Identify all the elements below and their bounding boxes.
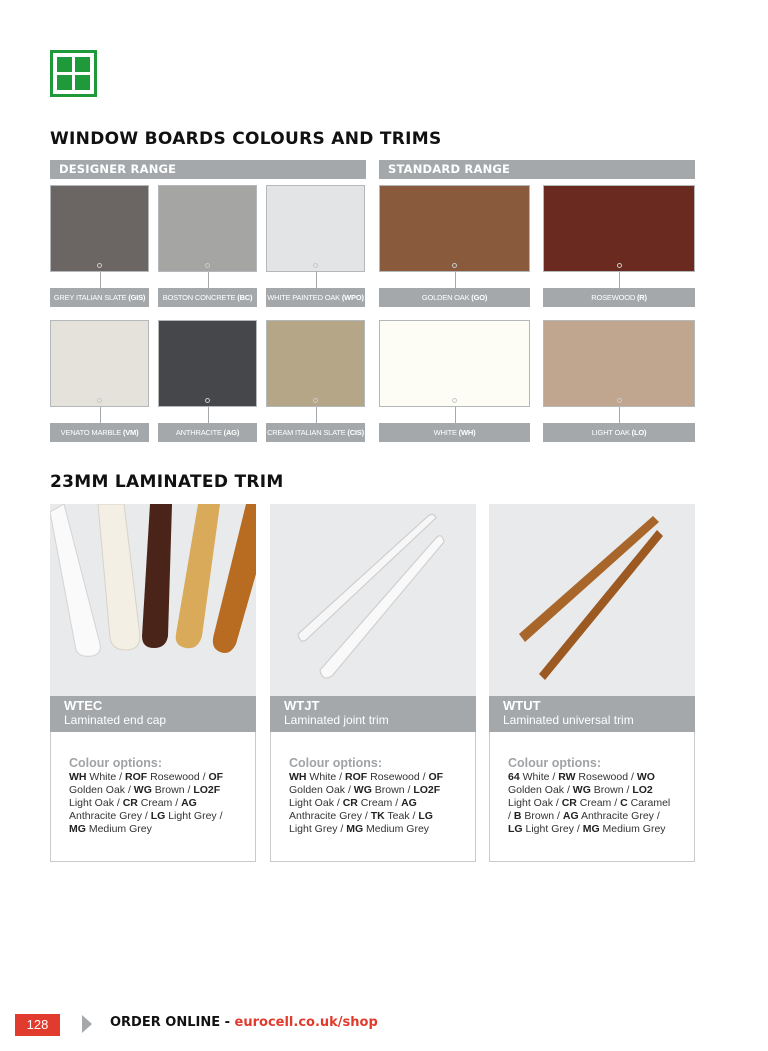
connector-line: [455, 407, 456, 423]
colour-sample: [379, 185, 530, 272]
swatch-label: LIGHT OAK (LO): [543, 423, 695, 442]
connector-line: [100, 407, 101, 423]
window-icon: [50, 50, 97, 97]
product-code: WTEC: [64, 698, 103, 713]
swatch-label: BOSTON CONCRETE (BC): [158, 288, 257, 307]
swatch-label: WHITE PAINTED OAK (WPO): [266, 288, 365, 307]
designer-range-header: DESIGNER RANGE: [50, 160, 366, 179]
standard-range-header: STANDARD RANGE: [379, 160, 695, 179]
product-description: Laminated end cap: [64, 713, 167, 727]
arrow-right-icon: [82, 1015, 92, 1033]
colour-options-list: WH White / ROF Rosewood / OF Golden Oak / WG Brown / LO2F Light Oak / CR Cream / AG Anthracite Grey / TK Teak / LG Light Grey / MG Medium Grey: [289, 771, 444, 835]
connector-line: [619, 272, 620, 288]
colour-sample: [50, 320, 149, 407]
page-title: WINDOW BOARDS COLOURS AND TRIMS: [50, 129, 442, 149]
colour-sample: [543, 185, 695, 272]
trim-header: [270, 696, 476, 732]
marker-dot-icon: [617, 263, 622, 268]
order-online-footer: [110, 1015, 378, 1030]
colour-options-box: [489, 732, 695, 862]
marker-dot-icon: [313, 263, 318, 268]
colour-options-heading: Colour options:: [289, 756, 383, 770]
trim-section-title: 23MM LAMINATED TRIM: [50, 472, 284, 492]
colour-sample: [266, 185, 365, 272]
marker-dot-icon: [452, 398, 457, 403]
window-pane: [57, 57, 72, 72]
colour-options-list: 64 White / RW Rosewood / WO Golden Oak / WG Brown / LO2 Light Oak / CR Cream / C Caramel / B Brown / AG Anthracite Grey / LG Light Grey / MG Medium Grey: [508, 771, 671, 835]
colour-options-list: WH White / ROF Rosewood / OF Golden Oak / WG Brown / LO2F Light Oak / CR Cream / AG Anthracite Grey / LG Light Grey / MG Medium Grey: [69, 771, 224, 835]
end-cap-image: [50, 504, 256, 696]
colour-sample: [379, 320, 530, 407]
shop-link[interactable]: eurocell.co.uk/shop: [234, 1015, 378, 1030]
colour-options-heading: Colour options:: [69, 756, 163, 770]
colour-sample: [543, 320, 695, 407]
window-pane: [75, 57, 90, 72]
marker-dot-icon: [617, 398, 622, 403]
connector-line: [455, 272, 456, 288]
swatch-label: GREY ITALIAN SLATE (GIS): [50, 288, 149, 307]
page-number: 128: [15, 1014, 60, 1036]
swatch-label: CREAM ITALIAN SLATE (CIS): [266, 423, 365, 442]
marker-dot-icon: [205, 263, 210, 268]
connector-line: [208, 407, 209, 423]
trim-header: [50, 696, 256, 732]
window-pane: [57, 75, 72, 90]
marker-dot-icon: [205, 398, 210, 403]
colour-options-box: [270, 732, 476, 862]
swatch-label: ANTHRACITE (AG): [158, 423, 257, 442]
product-description: Laminated universal trim: [503, 713, 634, 727]
colour-sample: [158, 185, 257, 272]
marker-dot-icon: [97, 398, 102, 403]
swatch-label: GOLDEN OAK (GO): [379, 288, 530, 307]
swatch-label: ROSEWOOD (R): [543, 288, 695, 307]
product-code: WTJT: [284, 698, 320, 713]
connector-line: [208, 272, 209, 288]
colour-options-box: [50, 732, 256, 862]
connector-line: [100, 272, 101, 288]
colour-options-heading: Colour options:: [508, 756, 602, 770]
window-pane: [75, 75, 90, 90]
product-code: WTUT: [503, 698, 541, 713]
trim-header: [489, 696, 695, 732]
joint-trim-image: [270, 504, 476, 696]
marker-dot-icon: [97, 263, 102, 268]
colour-sample: [266, 320, 365, 407]
swatch-label: VENATO MARBLE (VM): [50, 423, 149, 442]
swatch-label: WHITE (WH): [379, 423, 530, 442]
colour-sample: [50, 185, 149, 272]
marker-dot-icon: [313, 398, 318, 403]
product-description: Laminated joint trim: [284, 713, 389, 727]
connector-line: [619, 407, 620, 423]
connector-line: [316, 272, 317, 288]
colour-sample: [158, 320, 257, 407]
order-online-label: ORDER ONLINE -: [110, 1015, 235, 1030]
connector-line: [316, 407, 317, 423]
marker-dot-icon: [452, 263, 457, 268]
universal-trim-image: [489, 504, 695, 696]
